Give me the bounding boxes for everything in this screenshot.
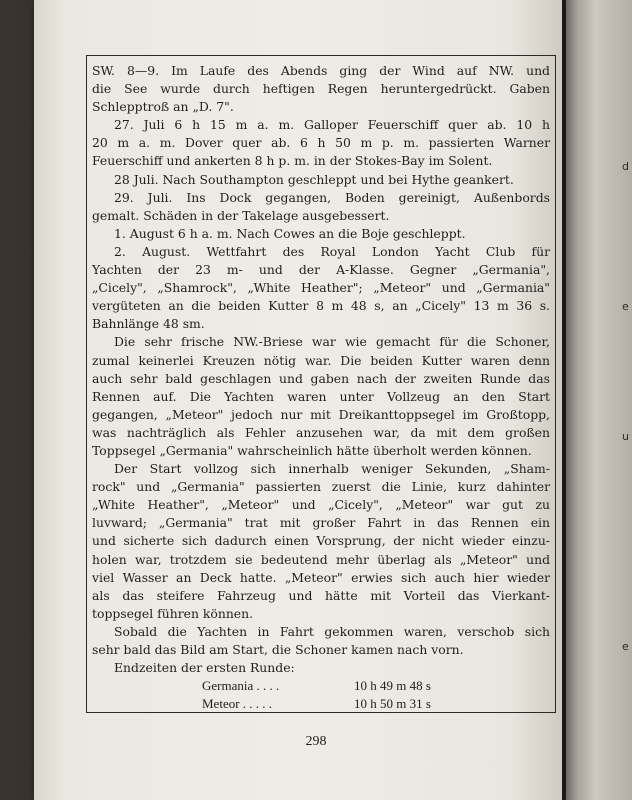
text-line: Toppsegel „Germania" wahrscheinlich hätte überholt werden können. bbox=[92, 442, 532, 458]
text-line: 2. August. Wettfahrt des Royal London Yacht Club für bbox=[114, 243, 550, 259]
text-line: Yachten der 23 m- und der A-Klasse. Gegner „Germania", bbox=[92, 262, 550, 278]
text-line: gemalt. Schäden in der Takelage ausgebessert. bbox=[92, 207, 390, 223]
result-row bbox=[92, 695, 550, 713]
finish-time: 10 h 49 m 48 s bbox=[354, 678, 431, 694]
text-line: „Cicely", „Shamrock", „White Heather"; „Meteor" und „Germania" bbox=[92, 280, 550, 296]
text-line: viel Wasser an Deck hatte. „Meteor" erwies sich auch hier wieder bbox=[92, 569, 550, 585]
page-number: 298 bbox=[305, 734, 327, 749]
text-line: zumal keinerlei Kreuzen nötig war. Die beiden Kutter waren denn bbox=[92, 352, 550, 368]
text-line: 1. August 6 h a. m. Nach Cowes an die Boje geschleppt. bbox=[114, 225, 466, 241]
text-line: als das steifere Fahrzeug und hätte mit Vorteil das Vierkant- bbox=[92, 587, 550, 603]
text-line: 29. Juli. Ins Dock gegangen, Boden gereinigt, Außenbords bbox=[114, 189, 550, 205]
text-line: Feuerschiff und ankerten 8 h p. m. in der Stokes-Bay im Solent. bbox=[92, 153, 493, 169]
body-text bbox=[92, 62, 550, 713]
text-line: Bahnlänge 48 sm. bbox=[92, 316, 205, 332]
text-line: vergüteten an die beiden Kutter 8 m 48 s, an „Cicely" 13 m 36 s. bbox=[92, 298, 550, 314]
text-line: Endzeiten der ersten Runde: bbox=[114, 660, 295, 676]
text-line: sehr bald das Bild am Start, die Schoner kamen nach vorn. bbox=[92, 642, 464, 657]
text-line: SW. 8—9. Im Laufe des Abends ging der Wind auf NW. und bbox=[92, 63, 550, 78]
text-line: gegangen, „Meteor" jedoch nur mit Dreikanttoppsegel im Großtopp, bbox=[92, 406, 550, 422]
text-line: luvward; „Germania" trat mit großer Fahrt in das Rennen ein bbox=[92, 515, 550, 531]
text-line: Die sehr frische NW.-Briese war wie gemacht für die Schoner, bbox=[114, 334, 550, 350]
text-line: 20 m a. m. Dover quer ab. 6 h 50 m p. m. passierten Warner bbox=[92, 135, 550, 151]
edge-letter: e bbox=[622, 300, 629, 313]
result-row bbox=[92, 677, 550, 695]
text-line: Sobald die Yachten in Fahrt gekommen waren, verschob sich bbox=[114, 623, 550, 639]
text-line: rock" und „Germania" passierten zuerst die Linie, kurz dahinter bbox=[92, 479, 550, 495]
text-line: „White Heather", „Meteor" und „Cicely", „Meteor" war gut zu bbox=[92, 497, 550, 513]
edge-letter: d bbox=[622, 160, 629, 173]
text-line: toppsegel führen können. bbox=[92, 605, 254, 621]
text-line: Schlepptroß an „D. 7". bbox=[92, 99, 234, 115]
text-line: 28 Juli. Nach Southampton geschleppt und bei Hythe geankert. bbox=[114, 171, 514, 187]
adjacent-page-edge bbox=[566, 0, 632, 800]
text-line: Rennen auf. Die Yachten waren unter Vollzeug an den Start bbox=[92, 388, 550, 404]
text-line: auch sehr bald geschlagen und gaben nach der zweiten Runde das bbox=[92, 370, 550, 386]
finish-time: 10 h 50 m 31 s bbox=[354, 696, 431, 712]
text-line: 27. Juli 6 h 15 m a. m. Galloper Feuerschiff quer ab. 10 h bbox=[114, 117, 550, 133]
text-line: was nachträglich als Fehler anzusehen war, da mit dem großen bbox=[92, 424, 550, 440]
yacht-name: Germania . . . . bbox=[202, 678, 280, 694]
text-line: die See wurde durch heftigen Regen heruntergedrückt. Gaben bbox=[92, 81, 550, 97]
text-line: holen war, trotzdem sie bedeutend mehr überlag als „Meteor" und bbox=[92, 551, 550, 567]
edge-letter: u bbox=[622, 430, 629, 443]
text-line: Der Start vollzog sich innerhalb weniger Sekunden, „Sham- bbox=[114, 461, 550, 477]
yacht-name: Meteor . . . . . bbox=[202, 696, 273, 712]
text-line: und sicherte sich dadurch einen Vorsprung, der nicht wieder einzu- bbox=[92, 533, 550, 549]
edge-letter: e bbox=[622, 640, 629, 653]
